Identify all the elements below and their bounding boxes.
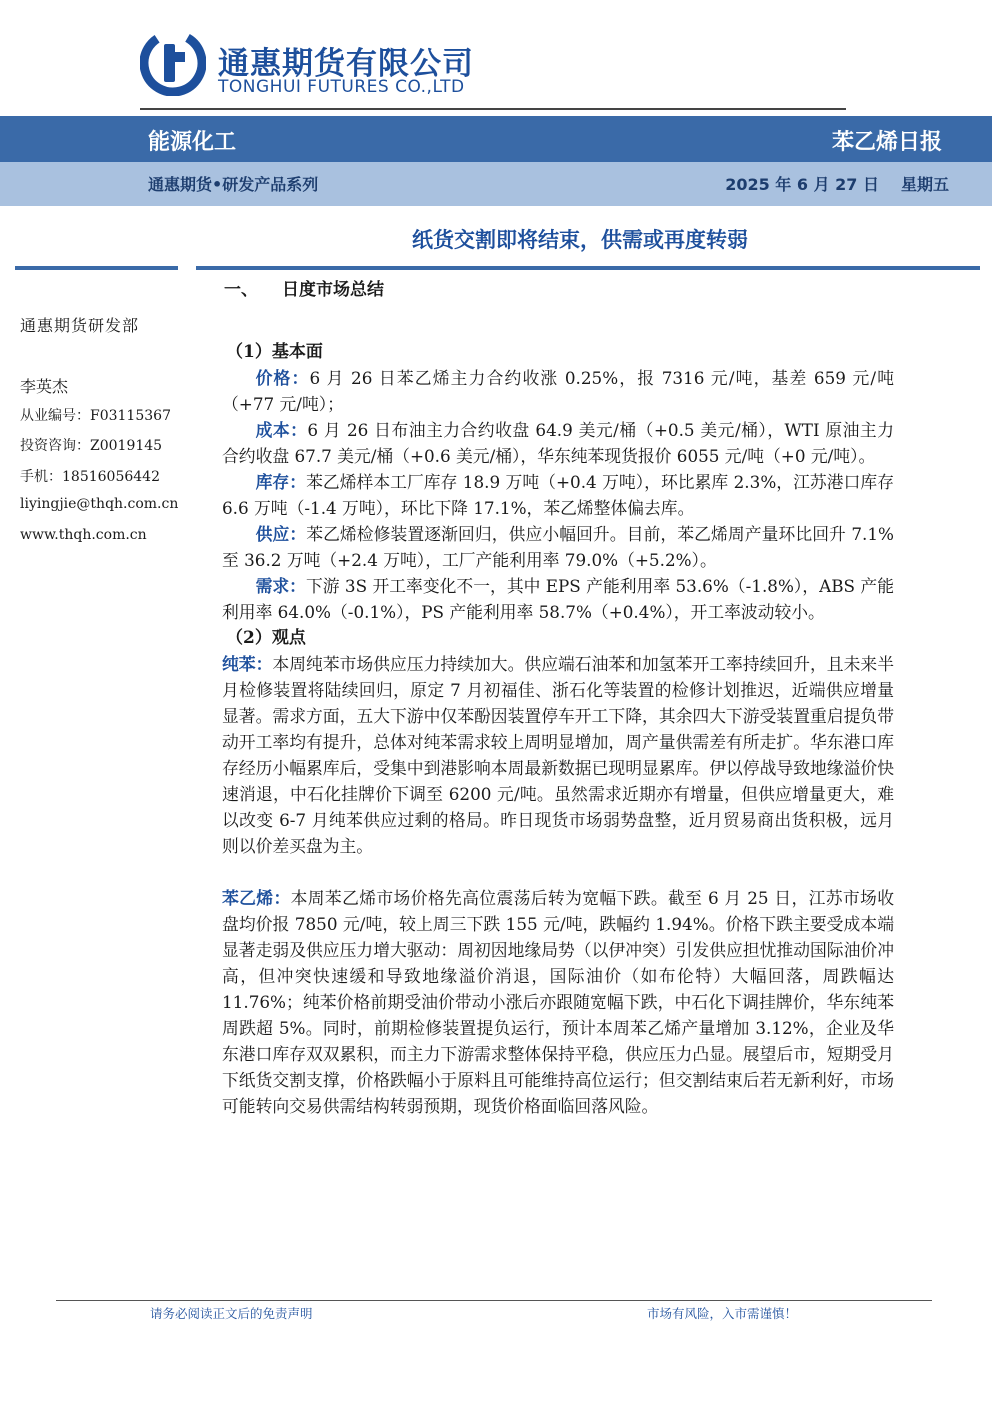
item-label: 供应： [255, 524, 307, 544]
item-text: 本周苯乙烯市场价格先高位震荡后转为宽幅下跌。截至 6 月 25 日，江苏市场收盘均价报 7850 元/吨，较上周三下跌 155 元/吨，跌幅约 1.94%。价格下跌主要受成本端显著走弱及供应压力增大驱动：周初因地缘局势（以伊冲突）引发供应担忧推动国际油价冲高，但冲突快速缓和导致地缘溢价消退，国际油价（如布伦特）大幅回落，周跌幅达 11.76%；纯苯价格前期受油价带动小涨后亦跟随宽幅下跌，中石化下调挂牌价，华东纯苯周跌超 5%。同时，前期检修装置提负运行，预计本周苯乙烯产量增加 3.12%，企业及华东港口库存双双累积，而主力下游需求整体保持平稳，供应压力凸显。展望后市，短期受月下纸货交割支撑，价格跌幅小于原料且可能维持高位运行；但交割结束后若无新利好，市场可能转向交易供需结构转弱预期，现货价格面临回落风险。 [222, 888, 894, 1116]
item-text: 下游 3S 开工率变化不一，其中 EPS 产能利用率 53.6%（-1.8%），ABS 产能利用率 64.0%（-0.1%），PS 产能利用率 58.7%（+0.4%），开工率波动较小。 [222, 576, 894, 622]
item-text: 本周纯苯市场供应压力持续加大。供应端石油苯和加氢苯开工率持续回升，且未来半月检修装置将陆续回归，原定 7 月初福佳、浙石化等装置的检修计划推迟，近端供应增量显著。需求方面，五大下游中仅苯酚因装置停车开工下降，其余四大下游受装置重启提负带动开工率均有提升，总体对纯苯需求较上周明显增加，周产量供需差有所走扩。华东港口库存经历小幅累库后，受集中到港影响本周最新数据已现明显累库。伊以停战导致地缘溢价快速消退，中石化挂牌价下调至 6200 元/吨。虽然需求近期亦有增量，但供应增量更大，难以改变 6-7 月纯苯供应过剩的格局。昨日现货市场弱势盘整，近月贸易商出货积极，远月则以价差买盘为主。 [222, 654, 894, 856]
view-styrene [222, 885, 894, 1119]
series-label: 通惠期货•研发产品系列 [148, 175, 319, 194]
disclaimer-note: 请务必阅读正文后的免责声明 [150, 1306, 313, 1321]
license-number: 从业编号：F03115367 [20, 408, 171, 424]
item-text: 苯乙烯检修装置逐渐回归，供应小幅回升。目前，苯乙烯周产量环比回升 7.1%至 36.2 万吨（+2.4 万吨），工厂产能利用率 79.0%（+5.2%）。 [222, 524, 894, 570]
views-heading: （2）观点 [226, 628, 306, 648]
footer-divider [56, 1300, 932, 1301]
item-text: 6 月 26 日布油主力合约收盘 64.9 美元/桶（+0.5 美元/桶），WTI 原油主力合约收盘 67.7 美元/桶（+0.6 美元/桶），华东纯苯现货报价 6055 元/吨（+0 元/吨）。 [222, 420, 894, 466]
basics-inventory [222, 469, 894, 521]
risk-warning: 市场有风险，入市需谨慎！ [647, 1306, 798, 1321]
email-link[interactable]: liyingjie@thqh.com.cn [20, 496, 179, 512]
item-label: 库存： [255, 472, 307, 492]
item-label: 需求： [255, 576, 306, 596]
basics-cost [222, 417, 894, 469]
date-text: 2025 年 6 月 27 日 [725, 175, 879, 194]
item-label: 苯乙烯： [222, 888, 291, 908]
company-name-en: TONGHUI FUTURES CO.,LTD [218, 77, 465, 97]
phone-number: 手机：18516056442 [20, 469, 160, 485]
sidebar-rule [15, 266, 178, 270]
company-logo-icon [140, 30, 206, 96]
section-title: 日度市场总结 [282, 280, 384, 300]
report-date [725, 172, 949, 195]
content-rule [196, 266, 980, 270]
header-divider [140, 108, 846, 110]
view-benzene [222, 651, 894, 859]
report-body [222, 277, 894, 1119]
sector-label: 能源化工 [148, 130, 237, 155]
basics-demand [222, 573, 894, 625]
item-label: 纯苯： [222, 654, 273, 674]
consulting-number: 投资咨询：Z0019145 [20, 438, 163, 454]
basics-supply [222, 521, 894, 573]
item-label: 价格： [255, 368, 310, 388]
website-link[interactable]: www.thqh.com.cn [20, 527, 147, 543]
item-label: 成本： [255, 420, 308, 440]
item-text: 苯乙烯样本工厂库存 18.9 万吨（+0.4 万吨），环比累库 2.3%，江苏港口库存 6.6 万吨（-1.4 万吨），环比下降 17.1%，苯乙烯整体偏去库。 [222, 472, 894, 518]
section-number: 一、 [224, 280, 258, 300]
research-dept: 通惠期货研发部 [20, 316, 140, 335]
paragraph-gap [222, 859, 894, 885]
analyst-name: 李英杰 [20, 377, 69, 396]
basics-heading: （1）基本面 [226, 342, 323, 362]
weekday-text: 星期五 [900, 175, 949, 194]
basics-price [222, 365, 894, 417]
company-name-cn: 通惠期货有限公司 [218, 46, 474, 82]
report-headline: 纸货交割即将结束，供需或再度转弱 [412, 228, 748, 252]
item-text: 6 月 26 日苯乙烯主力合约收涨 0.25%，报 7316 元/吨，基差 659 元/吨（+77 元/吨）； [222, 368, 894, 414]
section-heading [222, 277, 894, 303]
report-type-label: 苯乙烯日报 [831, 130, 942, 155]
